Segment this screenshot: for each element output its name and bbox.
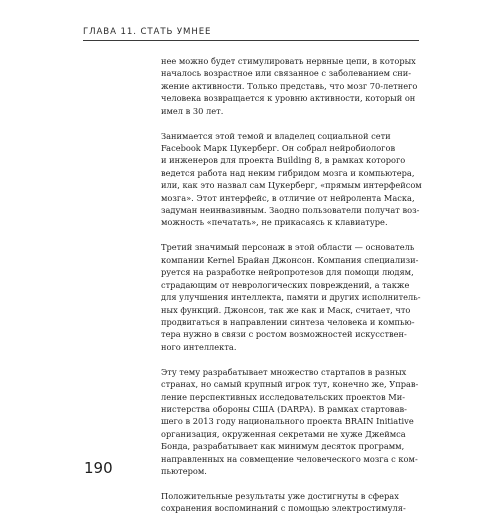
text-line: или, как это назвал сам Цукерберг, «прямым интерфейсом bbox=[161, 180, 422, 191]
paragraph bbox=[161, 490, 406, 515]
text-line: ведется работа над неким гибридом мозга и компьютера, bbox=[161, 167, 415, 178]
text-line: для улучшения интеллекта, памяти и других исполнитель- bbox=[161, 292, 421, 303]
text-line: компании Kernel Брайан Джонсон. Компания специализи- bbox=[161, 254, 419, 265]
page-number: 190 bbox=[84, 459, 113, 477]
paragraph bbox=[161, 55, 418, 117]
text-line: нее можно будет стимулировать нервные цепи, в которых bbox=[161, 56, 416, 66]
text-line: странах, но самый крупный игрок тут, конечно же, Управ- bbox=[161, 379, 419, 390]
paragraph bbox=[161, 130, 422, 229]
text-line: направленных на совмещение человеческого мозга с ком- bbox=[161, 453, 418, 464]
body-text bbox=[161, 55, 422, 527]
text-line: ление перспективных исследовательских проектов Ми- bbox=[161, 391, 406, 402]
text-line: можность «печатать», не прикасаясь к клавиатуре. bbox=[161, 217, 388, 228]
text-line: ного интеллекта. bbox=[161, 341, 237, 352]
text-line: человека возвращается к уровню активности, который он bbox=[161, 93, 416, 104]
text-line: сохранения воспоминаний с помощью электростимуля- bbox=[161, 503, 406, 514]
paragraph bbox=[161, 366, 419, 478]
text-line: тера нужно в связи с ростом возможностей искусствен- bbox=[161, 329, 407, 340]
text-line: мозга». Этот интерфейс, в отличие от нейролента Маска, bbox=[161, 192, 415, 203]
text-line: началось возрастное или связанное с заболеванием сни- bbox=[161, 68, 412, 79]
text-line: Положительные результаты уже достигнуты в сферах bbox=[161, 490, 399, 501]
chapter-header: ГЛАВА 11. СТАТЬ УМНЕЕ bbox=[83, 27, 212, 37]
text-line: Эту тему разрабатывает множество стартапов в разных bbox=[161, 366, 407, 377]
text-line: страдающим от неврологических повреждений, а также bbox=[161, 279, 410, 290]
text-line: организация, окруженная секретами не хуже Джеймса bbox=[161, 428, 406, 439]
text-line: ных функций. Джонсон, так же как и Маск, считает, что bbox=[161, 304, 411, 315]
text-line: продвигаться в направлении синтеза человека и компью- bbox=[161, 316, 415, 327]
text-line: Занимается этой темой и владелец социальной сети bbox=[161, 130, 391, 141]
text-line: руется на разработке нейропротезов для помощи людям, bbox=[161, 267, 414, 278]
text-line: нистерства обороны США (DARPA). В рамках стартовав- bbox=[161, 403, 407, 414]
text-line: Бонда, разрабатывает как минимум десяток программ, bbox=[161, 441, 405, 452]
text-line: шего в 2013 году национального проекта BRAIN Initiative bbox=[161, 416, 414, 427]
paragraph bbox=[161, 241, 421, 353]
text-line: Facebook Марк Цукерберг. Он собрал нейробиологов bbox=[161, 143, 396, 154]
text-line: Третий значимый персонаж в этой области — основатель bbox=[161, 242, 415, 253]
header-rule bbox=[83, 40, 419, 41]
text-line: имел в 30 лет. bbox=[161, 105, 224, 116]
text-line: пьютером. bbox=[161, 465, 207, 476]
text-line: задуман неинвазивным. Заодно пользователи получат воз- bbox=[161, 205, 420, 216]
text-line: жение активности. Только представь, что мозг 70-летнего bbox=[161, 80, 418, 91]
text-line: и инженеров для проекта Building 8, в рамках которого bbox=[161, 155, 406, 166]
